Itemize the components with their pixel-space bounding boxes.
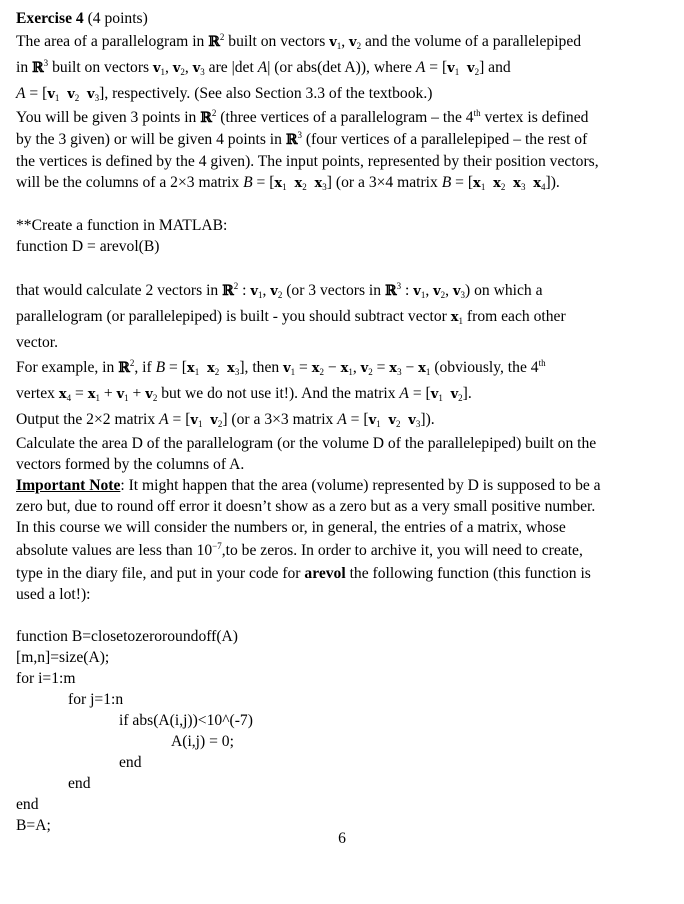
text-fragment: (or a bbox=[227, 411, 265, 428]
text-fragment: (or abs(det A)), where bbox=[270, 59, 416, 76]
text-fragment: absolute values are less than 10 bbox=[16, 542, 213, 559]
text-fragment: : It might happen that the area (volume) represented by D is supposed to be a bbox=[120, 477, 601, 494]
example-paragraph: For example, in ℝ$^2$, if $B = [x_1$ $x_2$ $x_3$], then $v_1 = x_2 - x_1$, $v_2 = x_3 - x_1$ (obviously, the 4th vertex $x_4 = x_1 + v_1 + v_2$ but we do not use it!). And the matrix $A = [v_1$ $v_2$]. Output the 2×2 matrix $A = [v_1$ $v_2$] (or a 3×3 matrix $A = [v_1$ $v_2$ $v_3$]). bbox=[16, 358, 546, 429]
page-number: 6 bbox=[338, 830, 346, 847]
text-fragment: but we do not use it!). And the matrix bbox=[157, 385, 400, 402]
code-line: function B=closetozeroroundoff(A) bbox=[16, 628, 238, 645]
text-fragment: will be the columns of a bbox=[16, 174, 171, 191]
text-fragment: that would calculate 2 vectors in bbox=[16, 282, 223, 299]
text-fragment: vertex bbox=[16, 385, 59, 402]
exercise-points: (4 points) bbox=[83, 10, 148, 27]
code-listing bbox=[16, 626, 666, 836]
given-points-paragraph: You will be given 3 points in ℝ$^2$ (three vertices of a parallelogram – the 4th vertex is defined by the 3 given) or will be given 4 points in ℝ$^3$ (four vertices of a parallelepiped – the rest of the vertices is defined by the 4 given). The input points, represented by their position vectors, will be the columns of a 2×3 matrix $B = [x_1$ $x_2$ $x_3$] (or a 3×4 matrix $B = [x_1$ $x_2$ $x_3$ $x_4$]). bbox=[16, 107, 666, 194]
text-fragment: (or 3 vectors in bbox=[282, 282, 385, 299]
text-fragment: the following function (this function is bbox=[345, 565, 591, 582]
text-fragment: matrix bbox=[288, 411, 338, 428]
text-line: the vertices is defined by the 4 given). The input points, represented by their position vectors, bbox=[16, 153, 599, 170]
text-fragment: are bbox=[204, 59, 232, 76]
text-fragment: Output the bbox=[16, 411, 87, 428]
code-line: end bbox=[68, 775, 91, 792]
exercise-heading bbox=[16, 8, 666, 29]
text-fragment: matrix bbox=[393, 174, 442, 191]
code-line: for i=1:m bbox=[16, 670, 76, 687]
text-fragment: parallelogram (or parallelepiped) is built - you should subtract vector bbox=[16, 308, 451, 325]
text-line: Calculate the area D of the parallelogram (or the volume D of the parallelepiped) built on the bbox=[16, 435, 597, 452]
text-fragment: ). bbox=[550, 174, 560, 191]
text-line: vectors formed by the columns of A. bbox=[16, 456, 245, 473]
text-fragment: ) on which a bbox=[465, 282, 543, 299]
text-fragment: (or a bbox=[332, 174, 369, 191]
exercise-title: Exercise 4 bbox=[16, 10, 84, 27]
code-line: if abs(A(i,j))<10^(-7) bbox=[119, 712, 253, 729]
text-fragment: matrix bbox=[110, 411, 160, 428]
create-instruction: **Create a function in MATLAB: bbox=[16, 217, 228, 234]
text-fragment: type in the diary file, and put in your code for bbox=[16, 565, 305, 582]
text-fragment: and bbox=[484, 59, 511, 76]
text-line: In this course we will consider the numbers or, in general, the entries of a matrix, whose bbox=[16, 519, 566, 536]
text-fragment: by the 3 given) or will be given 4 points in bbox=[16, 131, 286, 148]
intro-paragraph: The area of a parallelogram in ℝ$^2$ built on vectors $v_1$, $v_2$ and the volume of a parallelepiped in ℝ$^3$ built on vectors $v_1$, $v_2$, $v_3$ are |det A| (or abs(det A)), where $A = [v_1$ $v_2$] and $A = [v_1$ $v_2$ $v_3$], respectively. (See also Section 3.3 of the textbook.) bbox=[16, 32, 582, 103]
text-fragment: from each other bbox=[463, 308, 566, 325]
text-fragment: (three vertices of a parallelogram – the 4 bbox=[216, 109, 474, 126]
text-fragment: For example, in bbox=[16, 359, 119, 376]
code-line: B=A; bbox=[16, 817, 51, 834]
important-note: Important Note: It might happen that the area (volume) represented by D is supposed to be a zero but, due to round off error it doesn’t show as a zero but as a very small positive number. In this course we will consider the numbers or, in general, the entries of a matrix, whose absolute values are less than $10^{-7},to$ be zeros. In order to archive it, you will need to create, type in the diary file, and put in your code for arevol the following function (this function is used a lot!): bbox=[16, 475, 666, 605]
text-fragment: built on vectors bbox=[48, 59, 153, 76]
text-line: used a lot!): bbox=[16, 586, 91, 603]
text-line: vector. bbox=[16, 334, 58, 351]
text-fragment: ). bbox=[425, 411, 435, 428]
text-line: zero but, due to round off error it doesn’t show as a zero but as a very small positive number. bbox=[16, 498, 596, 515]
text-fragment: The area of a parallelogram in bbox=[16, 33, 209, 50]
exercise-page bbox=[16, 8, 666, 836]
text-fragment: ,to be zeros. In order to archive it, you will need to create, bbox=[221, 542, 583, 559]
text-fragment: , respectively. (See also Section 3.3 of the textbook.) bbox=[104, 85, 433, 102]
function-signature: function D = arevol(B) bbox=[16, 238, 160, 255]
function-name: arevol bbox=[304, 565, 346, 582]
text-fragment: built on vectors bbox=[224, 33, 330, 50]
text-fragment: You will be given 3 points in bbox=[16, 109, 201, 126]
code-line: end bbox=[119, 754, 142, 771]
calculate-area-paragraph bbox=[16, 433, 666, 475]
text-fragment: (four vertices of a parallelepiped – the rest of bbox=[301, 131, 588, 148]
text-fragment: vertex is defined bbox=[480, 109, 589, 126]
code-line: A(i,j) = 0; bbox=[171, 733, 234, 750]
text-fragment: , if bbox=[134, 359, 156, 376]
text-fragment: (obviously, the 4 bbox=[430, 359, 539, 376]
code-line: end bbox=[16, 796, 39, 813]
create-function-block bbox=[16, 215, 666, 257]
text-fragment: and the volume of a parallelepiped bbox=[361, 33, 582, 50]
important-note-label: Important Note bbox=[16, 477, 121, 494]
calculate-vectors-paragraph: that would calculate 2 vectors in ℝ$^2$ : $v_1$, $v_2$ (or 3 vectors in ℝ$^3$ : $v_1$, $v_2$, $v_3$) on which a parallelogram (or parallelepiped) is built - you should subtract vector $x_1$ from each other vector. bbox=[16, 278, 666, 355]
text-fragment: matrix bbox=[194, 174, 244, 191]
code-line: for j=1:n bbox=[68, 691, 124, 708]
text-fragment: , then bbox=[244, 359, 284, 376]
code-line: [m,n]=size(A); bbox=[16, 649, 110, 666]
text-fragment: in bbox=[16, 59, 33, 76]
